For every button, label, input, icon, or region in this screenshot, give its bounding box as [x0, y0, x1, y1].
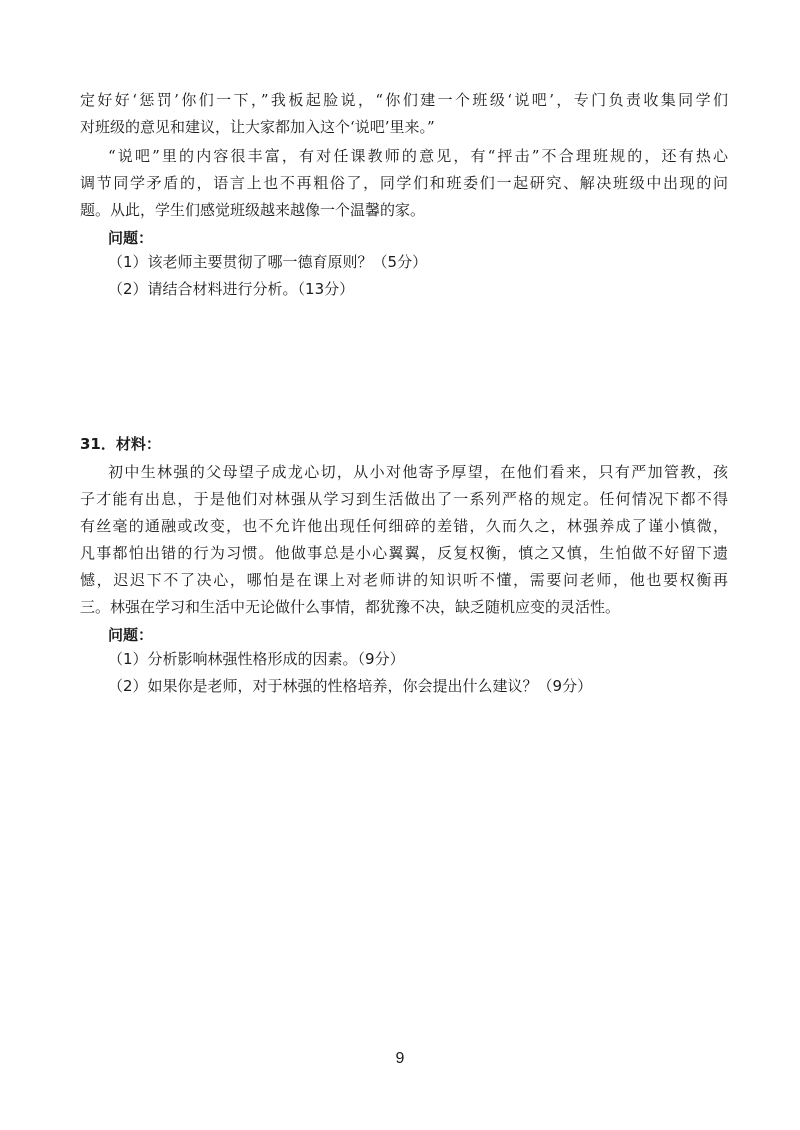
q31-heading: 31．材料：: [80, 435, 161, 453]
q30-paragraph-line: 调节同学矛盾的，语言上也不再粗俗了，同学们和班委们一起研究、解决班级中出现的问: [80, 174, 728, 192]
q30-questions-label: 问题：: [108, 229, 154, 247]
q31-question-2: （2）如果你是老师，对于林强的性格培养，你会提出什么建议？（9分）: [108, 677, 593, 695]
q30-question-1: （1）该老师主要贯彻了哪一德育原则？（5分）: [108, 253, 428, 271]
q31-paragraph-line: 有丝毫的通融或改变，也不允许他出现任何细碎的差错，久而久之，林强养成了谨小慎微，: [80, 517, 728, 535]
q31-paragraph-line: 初中生林强的父母望子成龙心切，从小对他寄予厚望，在他们看来，只有严加管教，孩: [108, 463, 728, 481]
q30-paragraph-line: 对班级的意见和建议，让大家都加入这个‘说吧’里来。”: [80, 118, 435, 136]
q30-question-2: （2）请结合材料进行分析。（13分）: [108, 280, 355, 298]
q31-questions-label: 问题：: [108, 626, 154, 644]
q30-paragraph-line: 题。从此，学生们感觉班级越来越像一个温馨的家。: [80, 201, 426, 219]
q31-paragraph-line: 凡事都怕出错的行为习惯。他做事总是小心翼翼，反复权衡，慎之又慎，生怕做不好留下遗: [80, 544, 728, 562]
q30-paragraph-line: “说吧”里的内容很丰富，有对任课教师的意见，有“抨击”不合理班规的，还有热心: [108, 147, 728, 165]
q31-paragraph-line: 三。林强在学习和生活中无论做什么事情，都犹豫不决，缺乏随机应变的灵活性。: [80, 598, 621, 616]
page-number: 9: [395, 1050, 405, 1067]
q30-paragraph-line: 定好好‘惩罚’你们一下，”我板起脸说，“你们建一个班级‘说吧’，专门负责收集同学们: [80, 91, 728, 109]
q31-question-1: （1）分析影响林强性格形成的因素。（9分）: [108, 650, 405, 668]
q31-paragraph-line: 憾，迟迟下不了决心，哪怕是在课上对老师讲的知识听不懂，需要问老师，他也要权衡再: [80, 571, 728, 589]
q31-paragraph-line: 子才能有出息，于是他们对林强从学习到生活做出了一系列严格的规定。任何情况下都不得: [80, 490, 728, 508]
